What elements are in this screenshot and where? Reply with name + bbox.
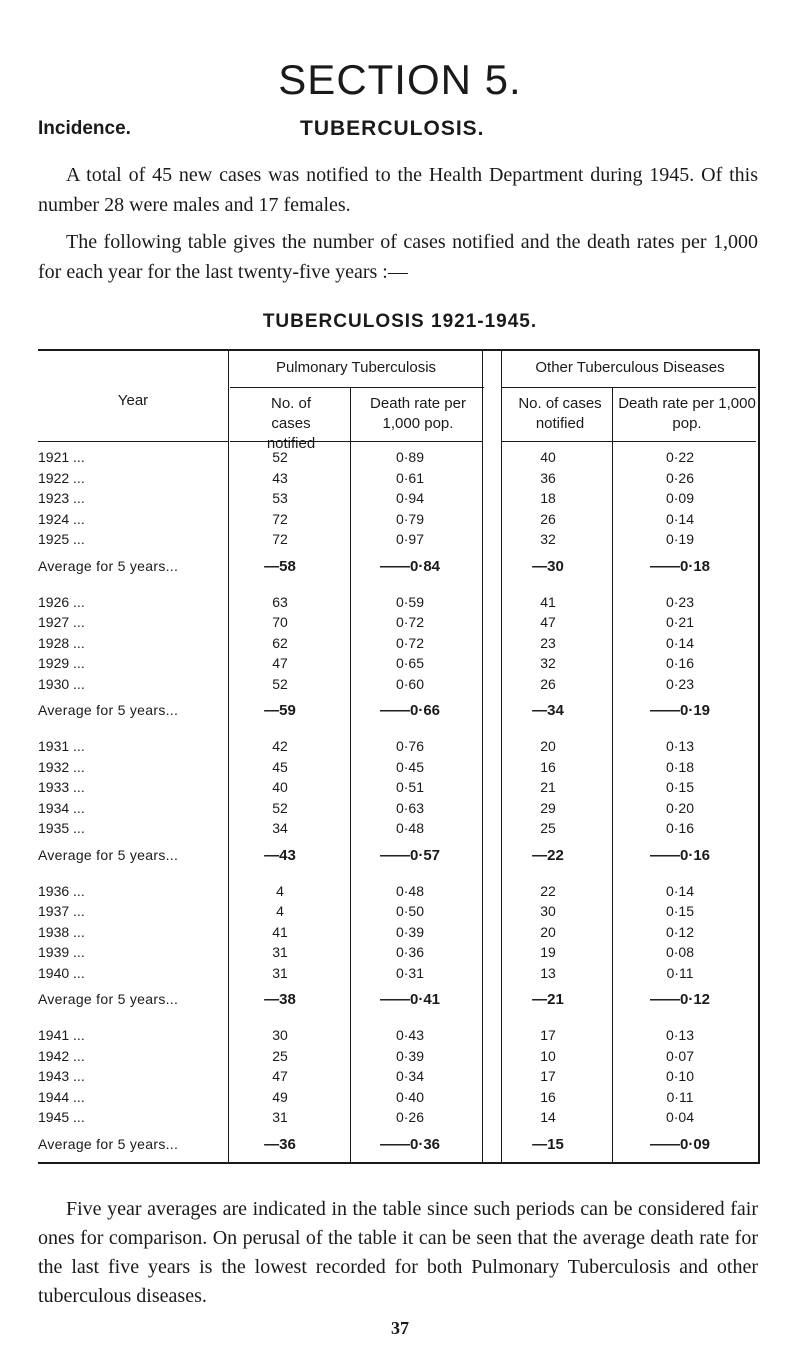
p-cases-cell: 31 bbox=[272, 964, 288, 981]
year-cell: 1933 ... bbox=[38, 779, 85, 795]
p-cases-cell: 49 bbox=[272, 1088, 288, 1105]
pulmonary-cases-header: No. of cases notified bbox=[266, 395, 316, 452]
year-cell: 1922 ... bbox=[38, 469, 85, 486]
p-rate-cell: 0·60 bbox=[395, 675, 425, 692]
average-p-cases-cell: —58 bbox=[264, 557, 296, 575]
p-rate-cell: 0·36 bbox=[395, 944, 425, 960]
p-rate-cell: 0·51 bbox=[395, 779, 425, 795]
p-cases-cell: 4 bbox=[276, 903, 284, 919]
o-cases-cell: 19 bbox=[540, 944, 556, 960]
p-cases-cell: 40 bbox=[272, 779, 288, 795]
p-cases-cell: 31 bbox=[272, 1109, 288, 1125]
p-rate-cell: 0·72 bbox=[395, 614, 425, 630]
table-row bbox=[38, 1048, 760, 1070]
p-cases-cell: 45 bbox=[272, 758, 288, 775]
o-cases-cell: 17 bbox=[540, 1027, 556, 1043]
p-cases-cell: 52 bbox=[272, 675, 288, 692]
year-header-rule bbox=[38, 441, 228, 442]
o-cases-cell: 26 bbox=[540, 510, 556, 527]
o-cases-cell: 10 bbox=[540, 1047, 556, 1064]
p-rate-cell: 0·31 bbox=[395, 964, 425, 981]
p-rate-cell: 0·65 bbox=[395, 655, 425, 671]
p-rate-cell: 0·26 bbox=[395, 1109, 425, 1125]
year-cell: 1940 ... bbox=[38, 964, 85, 981]
o-rate-cell: 0·14 bbox=[665, 510, 695, 527]
table-row bbox=[38, 490, 760, 512]
average-o-cases-cell: —34 bbox=[532, 702, 564, 719]
table-row bbox=[38, 1089, 760, 1111]
year-cell: 1931 ... bbox=[38, 738, 85, 754]
table-bottom-rule bbox=[38, 1162, 760, 1164]
o-cases-cell: 16 bbox=[540, 1088, 556, 1105]
table-row bbox=[38, 614, 760, 636]
o-cases-cell: 40 bbox=[540, 449, 556, 465]
p-rate-cell: 0·43 bbox=[395, 1027, 425, 1043]
o-cases-cell: 47 bbox=[540, 614, 556, 630]
col2-header-rule bbox=[350, 441, 482, 442]
o-cases-cell: 32 bbox=[540, 531, 556, 547]
o-rate-cell: 0·11 bbox=[666, 964, 694, 981]
table-row bbox=[38, 1068, 760, 1090]
p-rate-cell: 0·48 bbox=[395, 882, 425, 899]
p-rate-cell: 0·48 bbox=[395, 820, 425, 836]
o-rate-cell: 0·07 bbox=[665, 1047, 695, 1064]
intro-paragraph: A total of 45 new cases was notified to the Health Department during 1945. Of this number 28 were males and 17 females. bbox=[38, 164, 758, 216]
o-cases-cell: 25 bbox=[540, 820, 556, 836]
p-rate-cell: 0·76 bbox=[395, 738, 425, 754]
conclusion-paragraph: Five year averages are indicated in the table since such periods can be considered fair ones for comparison. On perusal of the table it can be seen that the average death rate for the last five years is the lowest recorded for both Pulmonary Tuberculosis and other tuberculous diseases. bbox=[38, 1198, 758, 1307]
table-title: TUBERCULOSIS 1921-1945. bbox=[262, 311, 538, 332]
year-cell: 1944 ... bbox=[38, 1088, 85, 1105]
p-cases-cell: 43 bbox=[272, 469, 288, 486]
col3-header-rule bbox=[502, 441, 612, 442]
year-cell: 1934 ... bbox=[38, 799, 85, 816]
year-cell: 1923 ... bbox=[38, 490, 85, 506]
p-rate-cell: 0·39 bbox=[395, 923, 425, 940]
table-row bbox=[38, 594, 760, 616]
average-row bbox=[38, 1136, 760, 1158]
o-cases-cell: 20 bbox=[540, 738, 556, 754]
p-rate-cell: 0·40 bbox=[395, 1088, 425, 1105]
o-rate-cell: 0·22 bbox=[665, 449, 695, 465]
o-cases-cell: 22 bbox=[540, 882, 556, 899]
average-p-rate-cell: ——0·57 bbox=[379, 846, 441, 864]
year-cell: 1932 ... bbox=[38, 758, 85, 775]
average-p-rate-cell: ——0·66 bbox=[379, 702, 441, 719]
p-rate-cell: 0·89 bbox=[395, 449, 425, 465]
table-row bbox=[38, 1027, 760, 1049]
p-rate-cell: 0·79 bbox=[395, 510, 425, 527]
table-row bbox=[38, 779, 760, 801]
o-rate-cell: 0·15 bbox=[665, 779, 695, 795]
p-rate-cell: 0·34 bbox=[395, 1068, 425, 1084]
other-subheader-rule bbox=[502, 387, 756, 388]
o-rate-cell: 0·11 bbox=[666, 1088, 694, 1105]
o-rate-cell: 0·12 bbox=[665, 923, 695, 940]
other-header: Other Tuberculous Diseases bbox=[535, 359, 725, 376]
table-row bbox=[38, 676, 760, 698]
table-row bbox=[38, 511, 760, 533]
pulmonary-subheader-rule bbox=[230, 387, 484, 388]
o-cases-cell: 18 bbox=[540, 490, 556, 506]
average-row bbox=[38, 558, 760, 580]
p-rate-cell: 0·61 bbox=[395, 469, 425, 486]
p-rate-cell: 0·59 bbox=[395, 593, 425, 610]
p-rate-cell: 0·63 bbox=[395, 799, 425, 816]
incidence-label: Incidence. bbox=[38, 118, 131, 139]
table-row bbox=[38, 635, 760, 657]
p-rate-cell: 0·50 bbox=[395, 903, 425, 919]
table-row bbox=[38, 738, 760, 760]
o-rate-cell: 0·23 bbox=[665, 593, 695, 610]
p-cases-cell: 41 bbox=[272, 923, 288, 940]
o-cases-cell: 16 bbox=[540, 758, 556, 775]
average-p-rate-cell: ——0·84 bbox=[379, 557, 441, 575]
average-o-cases-cell: —21 bbox=[532, 991, 564, 1008]
p-cases-cell: 47 bbox=[272, 655, 288, 671]
o-rate-cell: 0·09 bbox=[665, 490, 695, 506]
o-cases-cell: 21 bbox=[540, 779, 556, 795]
o-rate-cell: 0·26 bbox=[665, 469, 695, 486]
table-intro-paragraph: The following table gives the number of cases notified and the death rates per 1,000 for each year for the last twenty-five years :— bbox=[38, 231, 758, 283]
average-p-rate-cell: ——0·36 bbox=[379, 1135, 441, 1153]
table-row bbox=[38, 449, 760, 471]
table-row bbox=[38, 903, 760, 925]
pulmonary-header: Pulmonary Tuberculosis bbox=[275, 359, 437, 376]
p-cases-cell: 34 bbox=[272, 820, 288, 836]
o-rate-cell: 0·13 bbox=[665, 1027, 695, 1043]
year-cell: 1937 ... bbox=[38, 903, 85, 919]
o-cases-cell: 13 bbox=[540, 964, 556, 981]
o-rate-cell: 0·16 bbox=[665, 655, 695, 671]
average-label: Average for 5 years... bbox=[38, 702, 179, 718]
p-cases-cell: 47 bbox=[272, 1068, 288, 1084]
p-cases-cell: 63 bbox=[272, 593, 288, 610]
table-row bbox=[38, 800, 760, 822]
section-title: SECTION 5. bbox=[278, 56, 522, 103]
average-label: Average for 5 years... bbox=[38, 1135, 179, 1152]
year-cell: 1938 ... bbox=[38, 923, 85, 940]
average-o-cases-cell: —15 bbox=[532, 1135, 564, 1153]
average-label: Average for 5 years... bbox=[38, 846, 179, 863]
p-rate-cell: 0·94 bbox=[395, 490, 425, 506]
year-cell: 1941 ... bbox=[38, 1027, 85, 1043]
year-cell: 1935 ... bbox=[38, 820, 85, 836]
p-rate-cell: 0·39 bbox=[395, 1047, 425, 1064]
table-row bbox=[38, 531, 760, 553]
year-cell: 1930 ... bbox=[38, 675, 85, 692]
o-rate-cell: 0·19 bbox=[665, 531, 695, 547]
average-o-rate-cell: ——0·09 bbox=[649, 1135, 711, 1153]
o-cases-cell: 23 bbox=[540, 634, 556, 651]
page-number: 37 bbox=[391, 1318, 409, 1338]
other-cases-header: No. of cases notified bbox=[518, 395, 602, 432]
year-cell: 1939 ... bbox=[38, 944, 85, 960]
table-row bbox=[38, 965, 760, 987]
p-cases-cell: 70 bbox=[272, 614, 288, 630]
o-rate-cell: 0·08 bbox=[665, 944, 695, 960]
year-cell: 1942 ... bbox=[38, 1047, 85, 1064]
p-cases-cell: 53 bbox=[272, 490, 288, 506]
p-cases-cell: 30 bbox=[272, 1027, 288, 1043]
o-cases-cell: 41 bbox=[540, 593, 556, 610]
o-rate-cell: 0·23 bbox=[665, 675, 695, 692]
p-rate-cell: 0·72 bbox=[395, 634, 425, 651]
other-rate-header: Death rate per 1,000 pop. bbox=[618, 395, 756, 432]
year-cell: 1936 ... bbox=[38, 882, 85, 899]
o-rate-cell: 0·04 bbox=[665, 1109, 695, 1125]
o-rate-cell: 0·16 bbox=[665, 820, 695, 836]
col4-header-rule bbox=[612, 441, 756, 442]
o-rate-cell: 0·14 bbox=[665, 634, 695, 651]
year-cell: 1945 ... bbox=[38, 1109, 85, 1125]
average-p-rate-cell: ——0·41 bbox=[379, 991, 441, 1008]
heading-row bbox=[38, 118, 758, 148]
p-cases-cell: 31 bbox=[272, 944, 288, 960]
average-o-rate-cell: ——0·18 bbox=[649, 557, 711, 575]
average-label: Average for 5 years... bbox=[38, 557, 179, 574]
year-cell: 1927 ... bbox=[38, 614, 85, 630]
average-o-rate-cell: ——0·12 bbox=[649, 991, 711, 1008]
year-cell: 1943 ... bbox=[38, 1068, 85, 1084]
o-rate-cell: 0·15 bbox=[665, 903, 695, 919]
table-row bbox=[38, 924, 760, 946]
p-cases-cell: 4 bbox=[276, 882, 284, 899]
p-cases-cell: 62 bbox=[272, 634, 288, 651]
o-rate-cell: 0·21 bbox=[665, 614, 695, 630]
table-row bbox=[38, 883, 760, 905]
average-row bbox=[38, 702, 760, 724]
p-rate-cell: 0·97 bbox=[395, 531, 425, 547]
p-cases-cell: 72 bbox=[272, 510, 288, 527]
table-top-rule bbox=[38, 349, 760, 351]
year-cell: 1928 ... bbox=[38, 634, 85, 651]
p-rate-cell: 0·45 bbox=[395, 758, 425, 775]
o-rate-cell: 0·20 bbox=[665, 799, 695, 816]
year-cell: 1926 ... bbox=[38, 593, 85, 610]
table-row bbox=[38, 655, 760, 677]
average-p-cases-cell: —43 bbox=[264, 846, 296, 864]
table-row bbox=[38, 820, 760, 842]
year-cell: 1924 ... bbox=[38, 510, 85, 527]
tuberculosis-heading: TUBERCULOSIS. bbox=[300, 117, 485, 140]
table-row bbox=[38, 759, 760, 781]
o-cases-cell: 30 bbox=[540, 903, 556, 919]
o-rate-cell: 0·14 bbox=[665, 882, 695, 899]
average-o-rate-cell: ——0·16 bbox=[649, 846, 711, 864]
o-rate-cell: 0·13 bbox=[665, 738, 695, 754]
o-cases-cell: 17 bbox=[540, 1068, 556, 1084]
year-header: Year bbox=[117, 392, 149, 409]
p-cases-cell: 25 bbox=[272, 1047, 288, 1064]
o-cases-cell: 20 bbox=[540, 923, 556, 940]
year-cell: 1929 ... bbox=[38, 655, 85, 671]
average-p-cases-cell: —36 bbox=[264, 1135, 296, 1153]
average-o-rate-cell: ——0·19 bbox=[649, 702, 711, 719]
o-cases-cell: 32 bbox=[540, 655, 556, 671]
o-cases-cell: 29 bbox=[540, 799, 556, 816]
average-o-cases-cell: —22 bbox=[532, 846, 564, 864]
average-p-cases-cell: —59 bbox=[264, 702, 296, 719]
p-cases-cell: 52 bbox=[272, 449, 288, 465]
o-rate-cell: 0·18 bbox=[665, 758, 695, 775]
o-cases-cell: 14 bbox=[540, 1109, 556, 1125]
pulmonary-rate-header: Death rate per 1,000 pop. bbox=[370, 395, 466, 432]
average-o-cases-cell: —30 bbox=[532, 557, 564, 575]
o-cases-cell: 36 bbox=[540, 469, 556, 486]
average-p-cases-cell: —38 bbox=[264, 991, 296, 1008]
table-row bbox=[38, 1109, 760, 1131]
tuberculosis-table bbox=[38, 349, 760, 1165]
p-cases-cell: 72 bbox=[272, 531, 288, 547]
average-row bbox=[38, 991, 760, 1013]
p-cases-cell: 42 bbox=[272, 738, 288, 754]
average-label: Average for 5 years... bbox=[38, 991, 179, 1007]
o-cases-cell: 26 bbox=[540, 675, 556, 692]
o-rate-cell: 0·10 bbox=[665, 1068, 695, 1084]
table-row bbox=[38, 470, 760, 492]
year-cell: 1925 ... bbox=[38, 531, 85, 547]
average-row bbox=[38, 847, 760, 869]
year-cell: 1921 ... bbox=[38, 449, 85, 465]
p-cases-cell: 52 bbox=[272, 799, 288, 816]
table-row bbox=[38, 944, 760, 966]
